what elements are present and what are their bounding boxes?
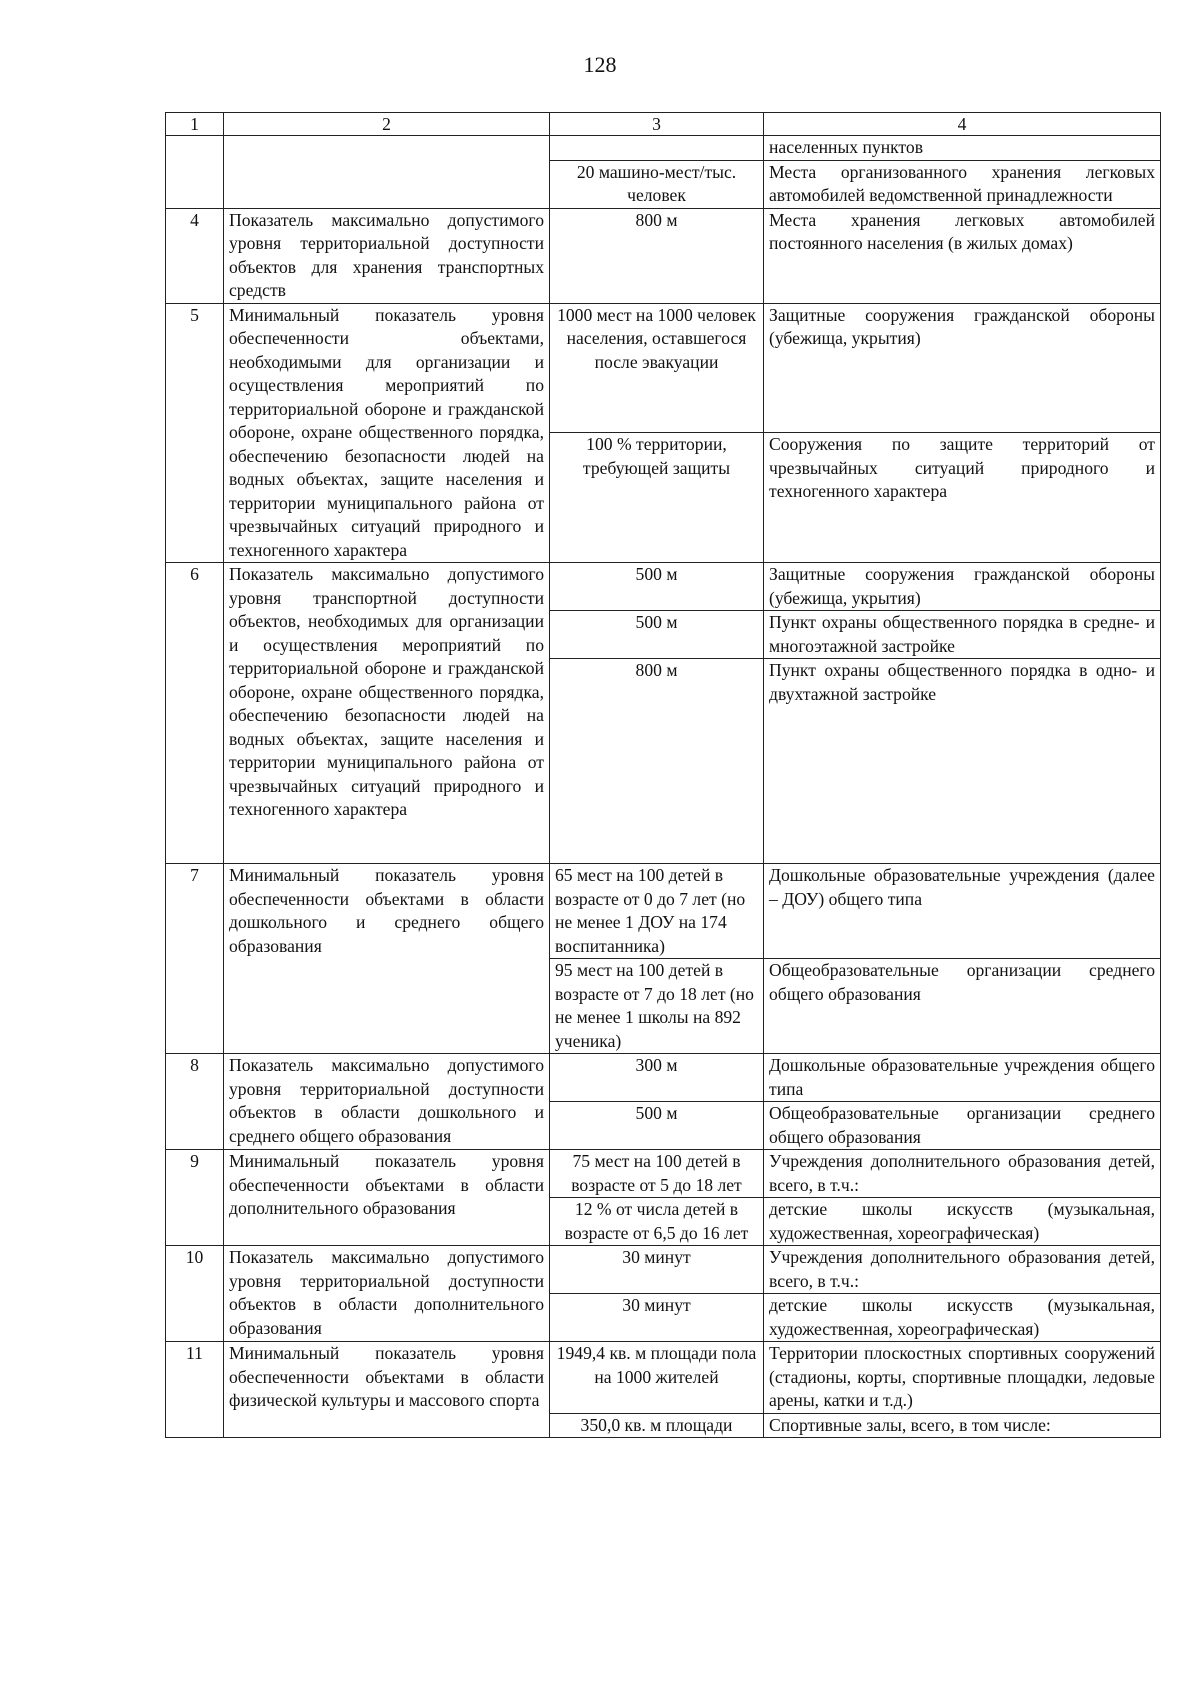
- value-cell: 800 м: [550, 659, 764, 864]
- table-row-6: [166, 563, 1161, 611]
- object-cell: Территории плоскостных спортивных сооружений (стадионы, корты, спортивные площадки, ледовые арены, катки и т.д.): [764, 1342, 1161, 1414]
- object-cell: Учреждения дополнительного образования детей, всего, в т.ч.:: [764, 1150, 1161, 1198]
- value-cell: 350,0 кв. м площади: [550, 1413, 764, 1438]
- value-cell: 100 % территории, требующей защиты: [550, 433, 764, 563]
- indicator-cell: Показатель максимально допустимого уровня территориальной доступности объектов в области дополнительного образования: [224, 1246, 550, 1342]
- table-row-4: [166, 208, 1161, 303]
- value-cell: 30 минут: [550, 1246, 764, 1294]
- object-cell: Пункт охраны общественного порядка в одно- и двухтажной застройке: [764, 659, 1161, 864]
- norms-table: [165, 112, 1161, 1438]
- table-row-7: [166, 864, 1161, 959]
- row-number-cell: 9: [166, 1150, 224, 1246]
- row-number-cell: [166, 136, 224, 209]
- value-cell: 500 м: [550, 611, 764, 659]
- object-cell: Учреждения дополнительного образования детей, всего, в т.ч.:: [764, 1246, 1161, 1294]
- object-cell: населенных пунктов: [764, 136, 1161, 161]
- value-cell: 12 % от числа детей в возрасте от 6,5 до 16 лет: [550, 1198, 764, 1246]
- value-cell: 300 м: [550, 1054, 764, 1102]
- object-cell: Дошкольные образовательные учреждения (далее – ДОУ) общего типа: [764, 864, 1161, 959]
- object-cell: Места организованного хранения легковых автомобилей ведомственной принадлежности: [764, 160, 1161, 208]
- row-number-cell: 8: [166, 1054, 224, 1150]
- indicator-cell: Показатель максимально допустимого уровня транспортной доступности объектов, необходимых для организации и осуществления мероприятий по территориальной обороне и гражданской обороне, охране общественного порядка, обеспечению безопасности людей на водных объектах, защите населения и территории муниципального района от чрезвычайных ситуаций природного и техногенного характера: [224, 563, 550, 864]
- object-cell: Общеобразовательные организации среднего общего образования: [764, 1102, 1161, 1150]
- object-cell: Сооружения по защите территорий от чрезвычайных ситуаций природного и техногенного характера: [764, 433, 1161, 563]
- indicator-cell: [224, 136, 550, 209]
- column-number-2: 2: [224, 113, 550, 136]
- value-cell: 30 минут: [550, 1294, 764, 1342]
- column-number-3: 3: [550, 113, 764, 136]
- value-cell: [550, 136, 764, 161]
- object-cell: Дошкольные образовательные учреждения общего типа: [764, 1054, 1161, 1102]
- value-cell: 500 м: [550, 1102, 764, 1150]
- object-cell: детские школы искусств (музыкальная, художественная, хореографическая): [764, 1198, 1161, 1246]
- indicator-cell: Минимальный показатель уровня обеспеченности объектами в области физической культуры и массового спорта: [224, 1342, 550, 1438]
- object-cell: Защитные сооружения гражданской обороны (убежища, укрытия): [764, 563, 1161, 611]
- value-cell: 20 машино-мест/тыс. человек: [550, 160, 764, 208]
- row-number-cell: 5: [166, 303, 224, 563]
- value-cell: 500 м: [550, 563, 764, 611]
- object-cell: детские школы искусств (музыкальная, художественная, хореографическая): [764, 1294, 1161, 1342]
- object-cell: Защитные сооружения гражданской обороны (убежища, укрытия): [764, 303, 1161, 433]
- row-number-cell: 4: [166, 208, 224, 303]
- indicator-cell: Минимальный показатель уровня обеспеченности объектами в области дополнительного образования: [224, 1150, 550, 1246]
- table-row-5: [166, 303, 1161, 433]
- value-cell: 75 мест на 100 детей в возрасте от 5 до 18 лет: [550, 1150, 764, 1198]
- indicator-cell: Минимальный показатель уровня обеспеченности объектами, необходимыми для организации и осуществления мероприятий по территориальной обороне и гражданской обороне, охране общественного порядка, обеспечению безопасности людей на водных объектах, защите населения и территории муниципального района от чрезвычайных ситуаций природного и техногенного характера: [224, 303, 550, 563]
- table-row-8: [166, 1054, 1161, 1102]
- object-cell: Места хранения легковых автомобилей постоянного населения (в жилых домах): [764, 208, 1161, 303]
- value-cell: 65 мест на 100 детей в возрасте от 0 до 7 лет (но не менее 1 ДОУ на 174 воспитанника): [550, 864, 764, 959]
- table-row-11: [166, 1342, 1161, 1414]
- indicator-cell: Показатель максимально допустимого уровня территориальной доступности объектов для хранения транспортных средств: [224, 208, 550, 303]
- indicator-cell: Минимальный показатель уровня обеспеченности объектами в области дошкольного и среднего общего образования: [224, 864, 550, 1054]
- row-number-cell: 6: [166, 563, 224, 864]
- indicator-cell: Показатель максимально допустимого уровня территориальной доступности объектов в области дошкольного и среднего общего образования: [224, 1054, 550, 1150]
- table-row-continuation: [166, 136, 1161, 161]
- object-cell: Пункт охраны общественного порядка в средне- и многоэтажной застройке: [764, 611, 1161, 659]
- object-cell: Общеобразовательные организации среднего общего образования: [764, 959, 1161, 1054]
- column-number-row: [166, 113, 1161, 136]
- value-cell: 1949,4 кв. м площади пола на 1000 жителей: [550, 1342, 764, 1414]
- value-cell: 95 мест на 100 детей в возрасте от 7 до 18 лет (но не менее 1 школы на 892 ученика): [550, 959, 764, 1054]
- value-cell: 800 м: [550, 208, 764, 303]
- value-cell: 1000 мест на 1000 человек населения, оставшегося после эвакуации: [550, 303, 764, 433]
- column-number-1: 1: [166, 113, 224, 136]
- row-number-cell: 7: [166, 864, 224, 1054]
- table-row-10: [166, 1246, 1161, 1294]
- row-number-cell: 11: [166, 1342, 224, 1438]
- row-number-cell: 10: [166, 1246, 224, 1342]
- page-number: 128: [583, 52, 617, 77]
- column-number-4: 4: [764, 113, 1161, 136]
- table-row-9: [166, 1150, 1161, 1198]
- object-cell: Спортивные залы, всего, в том числе:: [764, 1413, 1161, 1438]
